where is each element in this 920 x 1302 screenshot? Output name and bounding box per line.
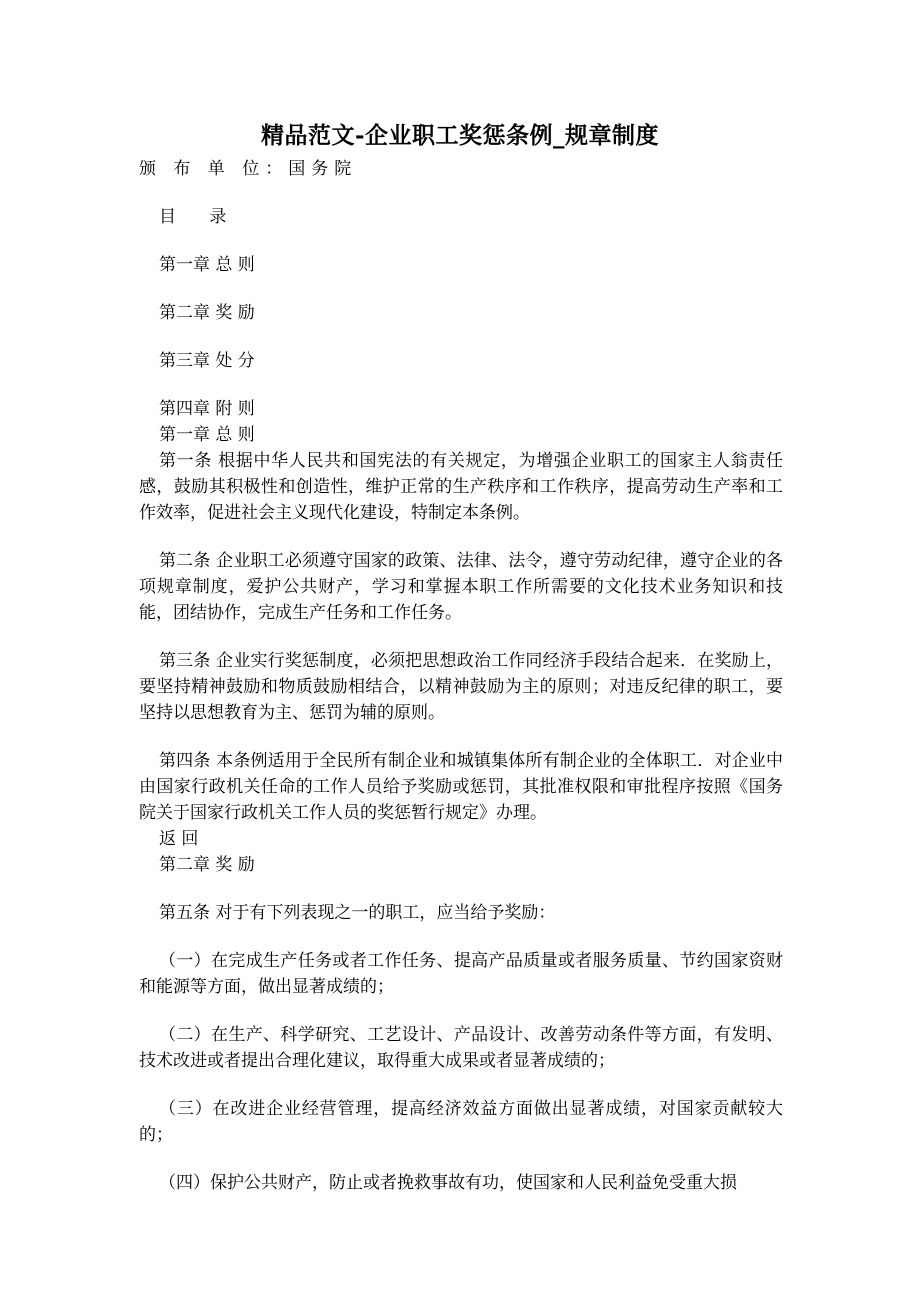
toc-item-chapter3[interactable]: 第三章 处 分: [159, 351, 255, 371]
toc-title: 目 录: [159, 207, 241, 227]
article-5-item-3: （三）在改进企业经营管理，提高经济效益方面做出显著成绩，对国家贡献较大的；: [139, 1099, 783, 1145]
article-3: 第三条 企业实行奖惩制度，必须把思想政治工作同经济手段结合起来．在奖励上，要坚持精神鼓励和物质鼓励相结合，以精神鼓励为主的原则；对违反纪律的职工，要坚持以思想教育为主、惩罚为辅的原则。: [139, 651, 783, 723]
article-5: 第五条 对于有下列表现之一的职工，应当给予奖励：: [159, 903, 556, 923]
chapter2-heading: 第二章 奖 励: [159, 855, 255, 875]
toc-item-chapter2[interactable]: 第二章 奖 励: [159, 303, 255, 323]
document-title: 精品范文-企业职工奖惩条例_规章制度: [260, 122, 660, 149]
article-1: 第一条 根据中华人民共和国宪法的有关规定，为增强企业职工的国家主人翁责任感，鼓励其积极性和创造性，维护正常的生产秩序和工作秩序，提高劳动生产率和工作效率，促进社会主义现代化建设，特制定本条例。: [139, 451, 783, 523]
chapter1-heading: 第一章 总 则: [159, 425, 255, 445]
article-5-item-4: （四）保护公共财产，防止或者挽救事故有功，使国家和人民利益免受重大损: [159, 1173, 737, 1193]
article-5-item-1: （一）在完成生产任务或者工作任务、提高产品质量或者服务质量、节约国家资财和能源等方面，做出显著成绩的；: [139, 951, 783, 997]
back-link[interactable]: 返 回: [159, 829, 199, 849]
document-body: [139, 156, 783, 1196]
article-4: 第四条 本条例适用于全民所有制企业和城镇集体所有制企业的全体职工．对企业中由国家行政机关任命的工作人员给予奖励或惩罚，其批准权限和审批程序按照《国务院关于国家行政机关工作人员的奖惩暂行规定》办理。: [139, 751, 783, 823]
issuer-line: 颁 布 单 位：国务院: [139, 159, 358, 179]
toc-item-chapter1[interactable]: 第一章 总 则: [159, 255, 255, 275]
article-2: 第二条 企业职工必须遵守国家的政策、法律、法令，遵守劳动纪律，遵守企业的各项规章制度，爱护公共财产，学习和掌握本职工作所需要的文化技术业务知识和技能，团结协作，完成生产任务和工作任务。: [139, 551, 783, 623]
article-5-item-2: （二）在生产、科学研究、工艺设计、产品设计、改善劳动条件等方面，有发明、技术改进或者提出合理化建议，取得重大成果或者显著成绩的；: [139, 1025, 783, 1071]
toc-item-chapter4[interactable]: 第四章 附 则: [159, 399, 255, 419]
